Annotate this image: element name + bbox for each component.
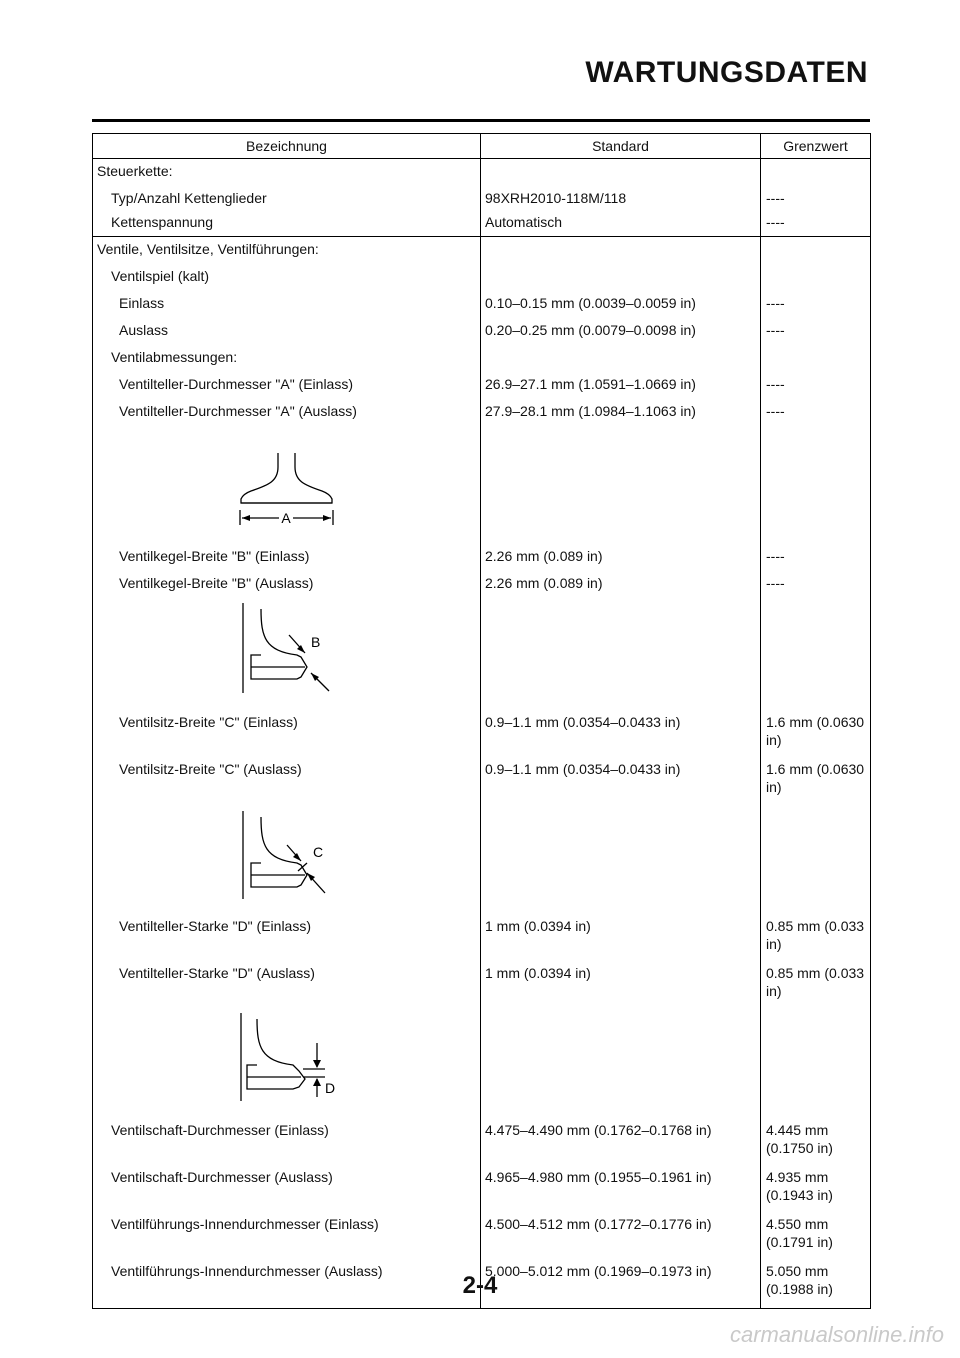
- row-limit: ----: [761, 568, 871, 595]
- row-standard: 0.9–1.1 mm (0.0354–0.0433 in): [481, 707, 761, 754]
- table-row: [93, 1115, 871, 1162]
- figure-row: [93, 423, 871, 541]
- valve-face-width-diagram: [93, 595, 473, 707]
- section-heading-row: [93, 237, 871, 262]
- row-limit: ----: [761, 396, 871, 423]
- row-standard: 4.500–4.512 mm (0.1772–0.1776 in): [481, 1209, 761, 1256]
- table-row: [93, 210, 871, 237]
- row-standard: 0.9–1.1 mm (0.0354–0.0433 in): [481, 754, 761, 801]
- row-limit: 1.6 mm (0.0630 in): [761, 754, 871, 801]
- figure-cell: [93, 423, 481, 541]
- row-label: Ventilschaft-Durchmesser (Auslass): [93, 1162, 481, 1209]
- row-label: Ventilteller-Starke "D" (Auslass): [93, 958, 481, 1005]
- column-header-grenzwert: Grenzwert: [761, 134, 871, 159]
- row-standard: 27.9–28.1 mm (1.0984–1.1063 in): [481, 396, 761, 423]
- table-row: [93, 396, 871, 423]
- row-limit: 5.050 mm (0.1988 in): [761, 1256, 871, 1309]
- table-row: [93, 1162, 871, 1209]
- figure-cell: [93, 1005, 481, 1115]
- table-row: [93, 754, 871, 801]
- dimension-label-d: D: [325, 1080, 336, 1096]
- row-standard: 0.10–0.15 mm (0.0039–0.0059 in): [481, 288, 761, 315]
- row-label: Ventilteller-Durchmesser "A" (Einlass): [93, 369, 481, 396]
- row-label: Ventilteller-Starke "D" (Einlass): [93, 911, 481, 958]
- subheading-row: [93, 261, 871, 288]
- figure-cell: [93, 801, 481, 911]
- column-header-standard: Standard: [481, 134, 761, 159]
- row-standard: 4.475–4.490 mm (0.1762–0.1768 in): [481, 1115, 761, 1162]
- row-limit: ----: [761, 541, 871, 568]
- row-standard: 2.26 mm (0.089 in): [481, 568, 761, 595]
- subheading: Ventilabmessungen:: [93, 342, 481, 369]
- row-standard: 2.26 mm (0.089 in): [481, 541, 761, 568]
- table-row: [93, 315, 871, 342]
- watermark: carmanualsonline.info: [729, 1322, 944, 1347]
- row-label: Ventilführungs-Innendurchmesser (Einlass): [93, 1209, 481, 1256]
- table-row: [93, 369, 871, 396]
- row-label: Auslass: [93, 315, 481, 342]
- row-limit: ----: [761, 288, 871, 315]
- table-row: [93, 958, 871, 1005]
- row-limit: 1.6 mm (0.0630 in): [761, 707, 871, 754]
- table-row: [93, 1209, 871, 1256]
- row-label: Kettenspannung: [93, 210, 481, 237]
- row-limit: ----: [761, 210, 871, 237]
- row-label: Ventilschaft-Durchmesser (Einlass): [93, 1115, 481, 1162]
- row-label: Ventilkegel-Breite "B" (Auslass): [93, 568, 481, 595]
- subheading: Ventilspiel (kalt): [93, 261, 481, 288]
- row-standard: Automatisch: [481, 210, 761, 237]
- dimension-label-a: A: [281, 510, 291, 526]
- row-standard: 98XRH2010-118M/118: [481, 183, 761, 210]
- row-label: Einlass: [93, 288, 481, 315]
- table-row: [93, 288, 871, 315]
- table-row: [93, 568, 871, 595]
- row-standard: 1 mm (0.0394 in): [481, 958, 761, 1005]
- table-row: [93, 707, 871, 754]
- title-rule: [92, 119, 870, 122]
- row-limit: 4.550 mm (0.1791 in): [761, 1209, 871, 1256]
- valve-margin-thickness-diagram: [93, 1005, 473, 1115]
- row-label: Ventilsitz-Breite "C" (Auslass): [93, 754, 481, 801]
- table-header-row: [93, 134, 871, 159]
- row-standard: 4.965–4.980 mm (0.1955–0.1961 in): [481, 1162, 761, 1209]
- row-limit: 0.85 mm (0.033 in): [761, 911, 871, 958]
- row-limit: 0.85 mm (0.033 in): [761, 958, 871, 1005]
- row-standard: 0.20–0.25 mm (0.0079–0.0098 in): [481, 315, 761, 342]
- row-label: Typ/Anzahl Kettenglieder: [93, 183, 481, 210]
- row-limit: ----: [761, 315, 871, 342]
- section-heading-row: [93, 159, 871, 184]
- page-number: 2-4: [462, 1272, 498, 1299]
- valve-head-diameter-diagram: [93, 423, 473, 541]
- row-limit: 4.445 mm (0.1750 in): [761, 1115, 871, 1162]
- page-title: WARTUNGSDATEN: [585, 56, 868, 89]
- subheading-row: [93, 342, 871, 369]
- row-label: Ventilkegel-Breite "B" (Einlass): [93, 541, 481, 568]
- figure-row: [93, 1005, 871, 1115]
- table-row: [93, 541, 871, 568]
- row-standard: 26.9–27.1 mm (1.0591–1.0669 in): [481, 369, 761, 396]
- column-header-bezeichnung: Bezeichnung: [93, 134, 481, 159]
- row-limit: ----: [761, 369, 871, 396]
- spec-table: [92, 133, 871, 1309]
- figure-row: [93, 801, 871, 911]
- row-label: Ventilsitz-Breite "C" (Einlass): [93, 707, 481, 754]
- figure-row: [93, 595, 871, 707]
- table-row: [93, 911, 871, 958]
- section-heading: Ventile, Ventilsitze, Ventilführungen:: [93, 237, 481, 262]
- valve-seat-width-diagram: [93, 801, 473, 911]
- row-limit: 4.935 mm (0.1943 in): [761, 1162, 871, 1209]
- row-limit: ----: [761, 183, 871, 210]
- section-heading: Steuerkette:: [93, 159, 481, 184]
- row-standard: 1 mm (0.0394 in): [481, 911, 761, 958]
- row-standard: 5.000–5.012 mm (0.1969–0.1973 in): [481, 1256, 761, 1309]
- row-label: Ventilteller-Durchmesser "A" (Auslass): [93, 396, 481, 423]
- dimension-label-c: C: [313, 844, 324, 860]
- row-label: Ventilführungs-Innendurchmesser (Auslass): [93, 1256, 481, 1309]
- table-row: [93, 183, 871, 210]
- dimension-label-b: B: [311, 634, 321, 650]
- figure-cell: [93, 595, 481, 707]
